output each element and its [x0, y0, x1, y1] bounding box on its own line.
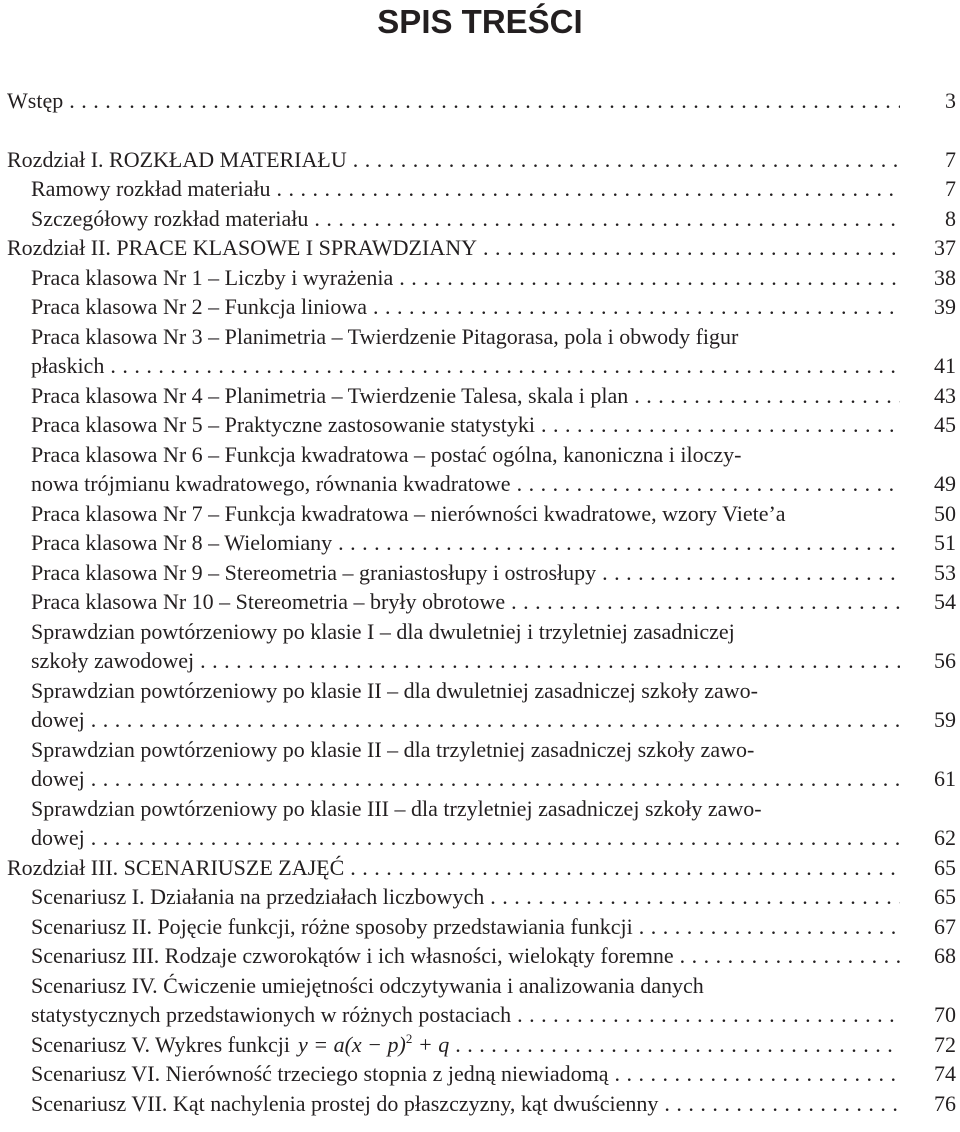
page-number: 53 — [934, 559, 956, 585]
toc-entry-line — [0, 440, 960, 470]
dot-leader — [517, 469, 900, 499]
toc-entry[interactable] — [0, 1059, 960, 1089]
toc-entry[interactable] — [0, 204, 960, 234]
page-number: 50 — [934, 500, 956, 526]
toc-entry[interactable] — [0, 381, 960, 411]
toc-entry-line — [0, 204, 960, 234]
toc-entry-title: dowej — [31, 825, 85, 850]
toc-entry-line — [0, 351, 960, 381]
toc-entry-line — [0, 1030, 960, 1060]
toc-entry[interactable] — [0, 174, 960, 204]
toc-entry-line — [0, 145, 960, 175]
toc-entry[interactable] — [0, 735, 960, 794]
table-of-contents — [0, 86, 960, 1118]
toc-entry-title: Praca klasowa Nr 6 – Funkcja kwadratowa – postać ogólna, kanoniczna i iloczy- — [31, 441, 742, 467]
toc-entry-title: Wstęp — [7, 88, 64, 113]
toc-entry-title: Praca klasowa Nr 2 – Funkcja liniowa — [31, 294, 368, 319]
page-title: SPIS TREŚCI — [377, 3, 583, 40]
page-number: 8 — [945, 205, 956, 231]
dot-leader — [615, 1059, 901, 1089]
toc-entry[interactable] — [0, 617, 960, 676]
toc-entry-line — [0, 499, 960, 529]
toc-entry-title: Praca klasowa Nr 10 – Stereometria – bryły obrotowe — [31, 589, 506, 614]
toc-entry-line — [0, 558, 960, 588]
toc-entry-line — [0, 587, 960, 617]
page-number: 68 — [934, 943, 956, 968]
dot-leader — [314, 204, 900, 234]
toc-entry-title: Praca klasowa Nr 3 – Planimetria – Twierdzenie Pitagorasa, pola i obwody figur — [31, 323, 739, 349]
toc-entry-line — [0, 381, 960, 411]
toc-entry-title: Scenariusz VI. Nierówność trzeciego stopnia z jedną niewiadomą — [31, 1061, 609, 1086]
toc-entry-line — [0, 941, 960, 971]
toc-entry-line — [0, 764, 960, 794]
page-number: 76 — [934, 1090, 956, 1116]
dot-leader — [517, 1000, 900, 1030]
toc-entry-title: Scenariusz IV. Ćwiczenie umiejętności odczytywania i analizowania danych — [31, 972, 704, 998]
toc-entry[interactable] — [0, 971, 960, 1030]
toc-entry-title: Scenariusz I. Działania na przedziałach liczbowych — [31, 884, 485, 909]
dot-leader — [69, 86, 900, 116]
page-number: 56 — [934, 648, 956, 673]
page-number: 65 — [934, 884, 956, 909]
toc-entry-title: Sprawdzian powtórzeniowy po klasie II – dla trzyletniej zasadniczej szkoły zawo- — [31, 736, 755, 762]
toc-entry[interactable] — [0, 263, 960, 293]
toc-entry[interactable] — [0, 440, 960, 499]
toc-entry[interactable] — [0, 853, 960, 883]
dot-leader — [91, 764, 900, 794]
toc-entry-line — [0, 1000, 960, 1030]
toc-entry-title: statystycznych przedstawionych w różnych postaciach — [31, 1002, 512, 1027]
toc-entry-line — [0, 617, 960, 647]
toc-entry-title: Scenariusz II. Pojęcie funkcji, różne sposoby przedstawiania funkcji — [31, 913, 633, 939]
dot-leader — [350, 853, 900, 883]
toc-entry[interactable] — [0, 410, 960, 440]
page-number: 7 — [945, 146, 956, 172]
toc-entry-line — [0, 410, 960, 440]
page-number: 49 — [934, 471, 956, 496]
page-number: 74 — [934, 1061, 956, 1086]
page-number: 38 — [934, 264, 956, 290]
toc-entry-title: Sprawdzian powtórzeniowy po klasie III – dla trzyletniej zasadniczej szkoły zawo- — [31, 795, 762, 821]
dot-leader — [110, 351, 900, 381]
dot-leader — [91, 705, 900, 735]
page-number: 70 — [934, 1002, 956, 1027]
toc-entry-title: dowej — [31, 707, 85, 732]
toc-entry-title: Scenariusz III. Rodzaje czworokątów i ich własności, wielokąty foremne — [31, 943, 674, 968]
toc-entry-title: nowa trójmianu kwadratowego, równania kwadratowe — [31, 471, 511, 496]
toc-entry[interactable] — [0, 941, 960, 971]
toc-entry[interactable] — [0, 676, 960, 735]
toc-entry-title: Scenariusz V. Wykres funkcji — [31, 1031, 290, 1057]
toc-entry-line — [0, 971, 960, 1001]
page-number: 51 — [934, 530, 956, 555]
page-number: 72 — [934, 1031, 956, 1057]
toc-entry-title: Rozdział III. SCENARIUSZE ZAJĘĆ — [7, 854, 345, 880]
dot-leader — [276, 174, 900, 204]
formula-tail: + q — [412, 1031, 450, 1057]
page-number: 54 — [934, 589, 956, 614]
toc-entry-line — [0, 853, 960, 883]
toc-entry-title: Rozdział II. PRACE KLASOWE I SPRAWDZIANY — [7, 235, 477, 260]
toc-entry-line — [0, 912, 960, 942]
toc-entry-title: Scenariusz VII. Kąt nachylenia prostej do płaszczyzny, kąt dwuścienny — [31, 1090, 659, 1116]
page-number: 37 — [934, 235, 956, 260]
toc-entry-title: Ramowy rozkład materiału — [31, 176, 271, 201]
page-number: 7 — [945, 176, 956, 201]
section-spacer — [0, 116, 960, 145]
dot-leader — [373, 292, 900, 322]
page-number: 3 — [945, 88, 956, 113]
toc-entry[interactable] — [0, 322, 960, 381]
toc-entry-title: Rozdział I. ROZKŁAD MATERIAŁU — [7, 146, 347, 172]
toc-entry-title: Praca klasowa Nr 5 – Praktyczne zastosowanie statystyki — [31, 412, 536, 437]
page-number: 41 — [934, 353, 956, 378]
toc-entry[interactable] — [0, 912, 960, 942]
dot-leader — [664, 1089, 900, 1119]
page-number: 61 — [934, 766, 956, 791]
dot-leader — [634, 381, 900, 411]
page-number: 65 — [934, 854, 956, 880]
toc-entry-line — [0, 233, 960, 263]
toc-entry[interactable] — [0, 794, 960, 853]
dot-leader — [483, 233, 900, 263]
toc-entry-title: Szczegółowy rozkład materiału — [31, 205, 309, 231]
dot-leader — [602, 558, 900, 588]
toc-entry-line — [0, 882, 960, 912]
toc-entry[interactable] — [0, 1030, 960, 1060]
formula-exponent: 2 — [405, 1030, 413, 1046]
page-number: 67 — [934, 913, 956, 939]
toc-entry-line — [0, 676, 960, 706]
toc-entry-line — [0, 322, 960, 352]
formula-base: y = a(x − p) — [297, 1031, 406, 1057]
toc-entry[interactable] — [0, 86, 960, 116]
formula — [298, 1030, 449, 1060]
dot-leader — [399, 263, 900, 293]
page-number: 39 — [934, 294, 956, 319]
toc-entry-title: dowej — [31, 766, 85, 791]
dot-leader — [455, 1030, 900, 1060]
toc-entry-title: Praca klasowa Nr 1 – Liczby i wyrażenia — [31, 264, 394, 290]
toc-entry-line — [0, 86, 960, 116]
toc-entry-title: szkoły zawodowej — [31, 648, 195, 673]
toc-entry[interactable] — [0, 882, 960, 912]
toc-entry-line — [0, 705, 960, 735]
toc-entry[interactable] — [0, 528, 960, 558]
dot-leader — [338, 528, 900, 558]
toc-entry-title: Praca klasowa Nr 8 – Wielomiany — [31, 530, 333, 555]
page-number: 45 — [934, 412, 956, 437]
toc-entry-title: Sprawdzian powtórzeniowy po klasie I – dla dwuletniej i trzyletniej zasadniczej — [31, 618, 735, 644]
toc-entry-line — [0, 735, 960, 765]
toc-entry[interactable] — [0, 1089, 960, 1119]
dot-leader — [490, 882, 900, 912]
page-number: 62 — [934, 825, 956, 850]
toc-entry-line — [0, 174, 960, 204]
page-number: 59 — [934, 707, 956, 732]
dot-leader — [680, 941, 900, 971]
toc-entry-line — [0, 263, 960, 293]
dot-leader — [541, 410, 900, 440]
toc-entry[interactable] — [0, 233, 960, 263]
toc-entry-title: Sprawdzian powtórzeniowy po klasie II – dla dwuletniej zasadniczej szkoły zawo- — [31, 677, 758, 703]
page-number: 43 — [934, 382, 956, 408]
toc-entry-line — [0, 1059, 960, 1089]
toc-entry-title: Praca klasowa Nr 9 – Stereometria – graniastosłupy i ostrosłupy — [31, 559, 597, 585]
toc-entry[interactable] — [0, 558, 960, 588]
toc-entry-title: płaskich — [31, 353, 105, 378]
dot-leader — [200, 646, 900, 676]
dot-leader — [91, 823, 900, 853]
dot-leader — [511, 587, 900, 617]
toc-entry[interactable] — [0, 145, 960, 175]
toc-entry-line — [0, 823, 960, 853]
toc-entry-line — [0, 646, 960, 676]
toc-entry-title: Praca klasowa Nr 4 – Planimetria – Twierdzenie Talesa, skala i plan — [31, 382, 629, 408]
toc-entry-line — [0, 794, 960, 824]
toc-entry-line — [0, 528, 960, 558]
toc-entry-title: Praca klasowa Nr 7 – Funkcja kwadratowa – nierówności kwadratowe, wzory Viete’a — [31, 500, 786, 526]
toc-entry-line — [0, 469, 960, 499]
toc-entry-line — [0, 1089, 960, 1119]
toc-entry[interactable] — [0, 587, 960, 617]
dot-leader — [353, 145, 900, 175]
toc-entry[interactable] — [0, 499, 960, 529]
toc-entry-line — [0, 292, 960, 322]
toc-entry[interactable] — [0, 292, 960, 322]
dot-leader — [639, 912, 900, 942]
